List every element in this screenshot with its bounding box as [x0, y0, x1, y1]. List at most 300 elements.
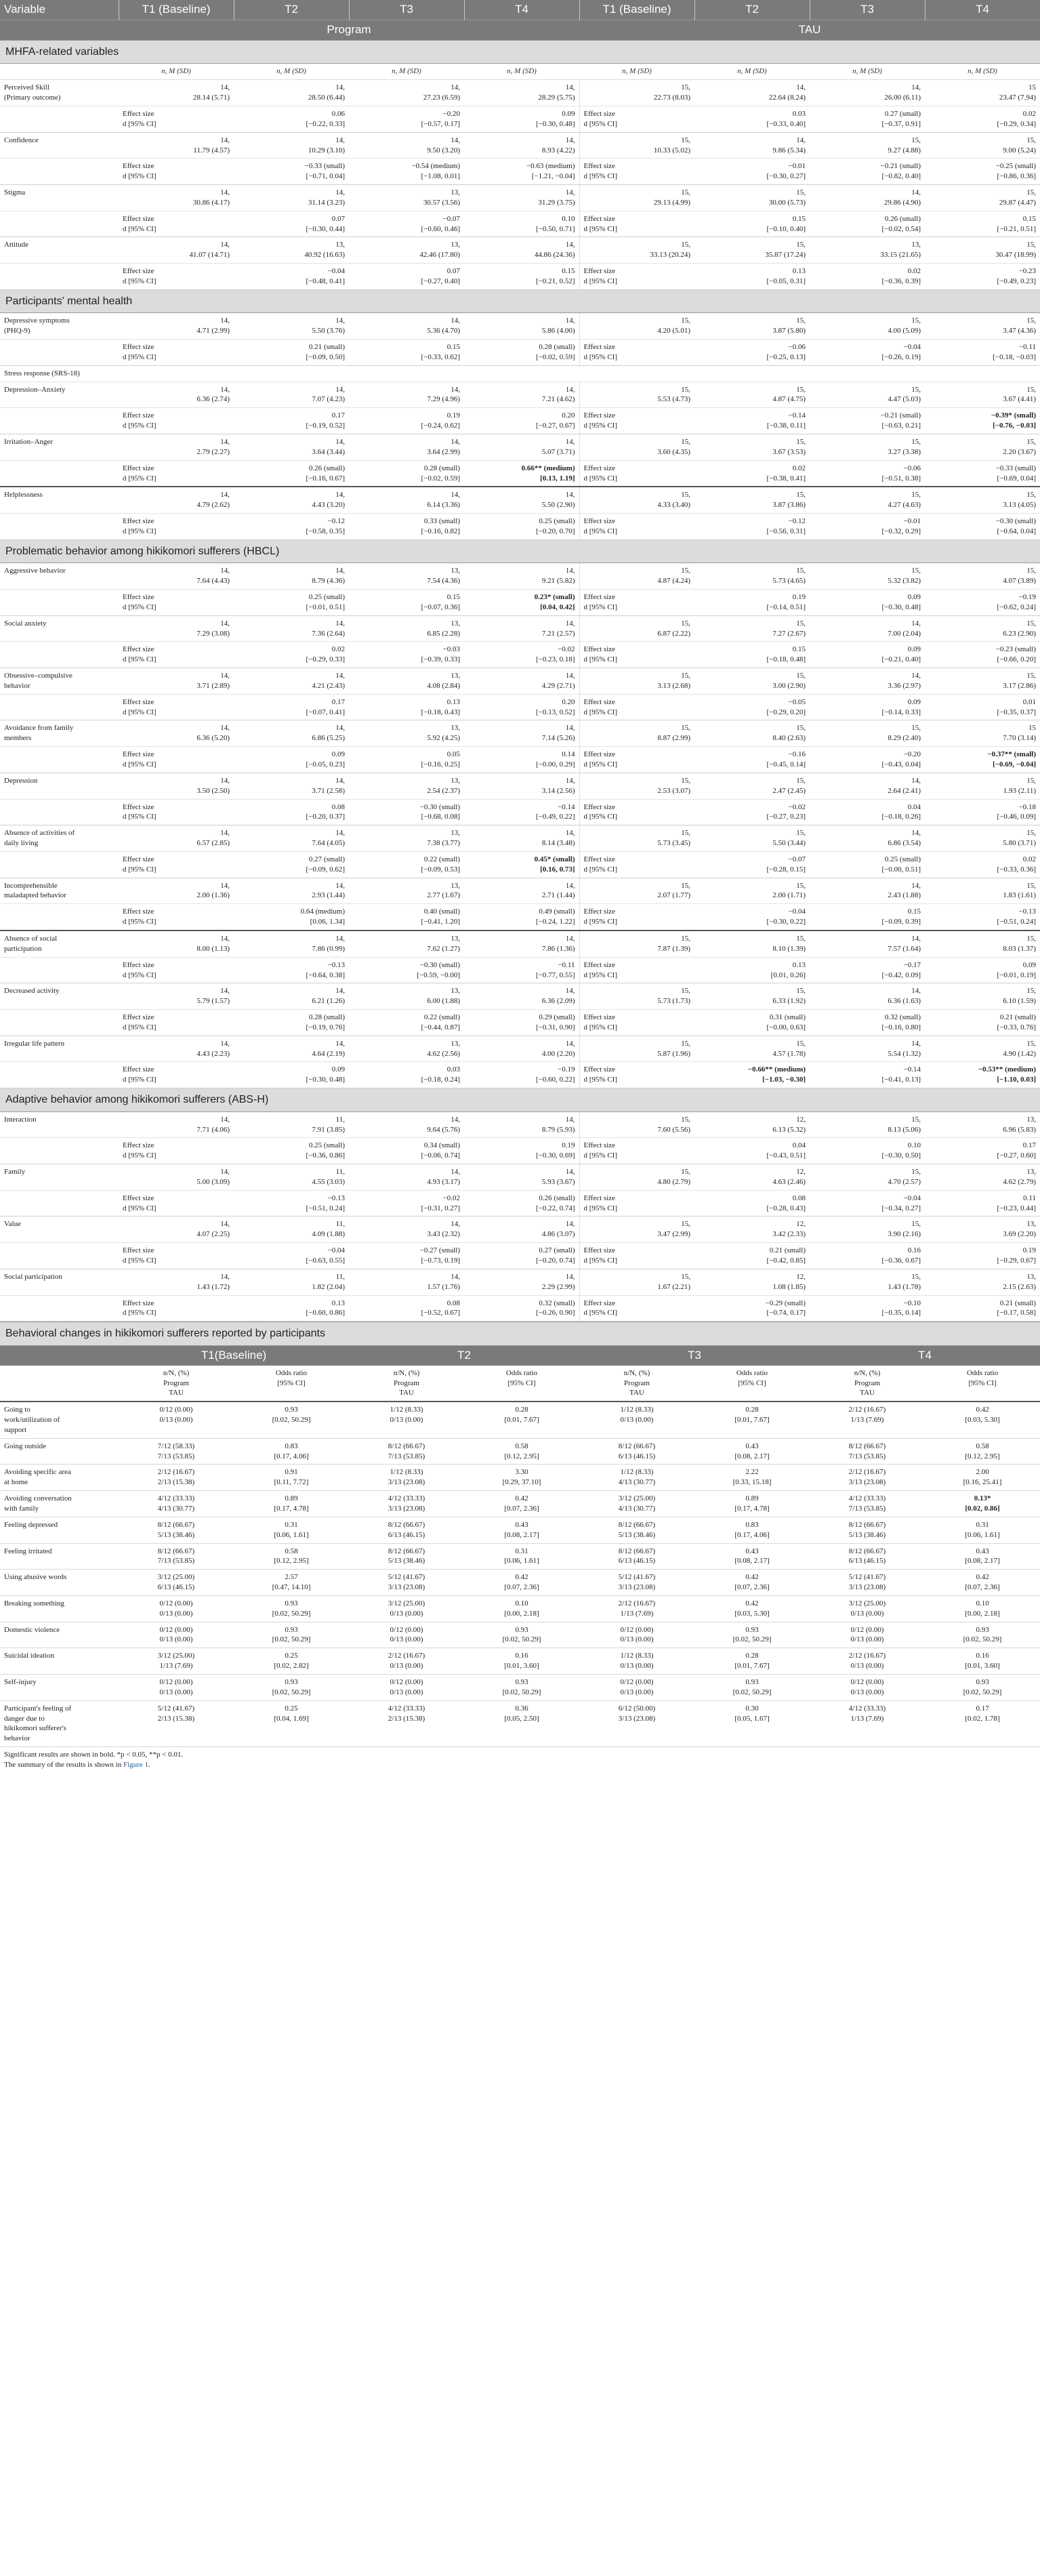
effect-size-cell: [349, 957, 464, 983]
effect-size-value: −0.19: [1018, 593, 1036, 602]
variable-label: [0, 1164, 119, 1191]
mean-sd-value: 7.91 (3.85): [312, 1125, 345, 1134]
n-value: 12,: [796, 1220, 806, 1229]
effect-size-label: Effect size: [583, 855, 616, 863]
section-header: [0, 539, 1040, 563]
effect-size-value: 0.14: [562, 750, 575, 759]
behavior-row: [0, 1648, 1040, 1675]
mean-sd-value: 42.46 (17.80): [419, 251, 460, 260]
tau-proportion: 6/13 (46.15): [157, 1583, 195, 1592]
proportion-cell: [810, 1570, 925, 1596]
effect-size-value: 0.19: [1022, 1246, 1036, 1255]
behavior-label: [0, 1674, 119, 1700]
proportion-cell: [349, 1517, 464, 1543]
mean-sd-value: 8.40 (2.63): [772, 734, 806, 743]
confidence-interval: [0.02, 50.29]: [272, 1688, 311, 1696]
effect-size-cell: [579, 851, 694, 878]
n-value: 15,: [681, 934, 690, 943]
n-value: 14,: [220, 136, 230, 144]
effect-size-cell: [579, 694, 694, 720]
value-cell: [579, 1111, 694, 1138]
value-cell: [349, 720, 464, 747]
value-cell: [810, 185, 925, 211]
value-cell: [234, 1269, 349, 1295]
confidence-interval: [−0.41, 0.13]: [881, 1076, 921, 1084]
value-cell: [925, 237, 1040, 264]
value-cell: [810, 878, 925, 904]
program-proportion: 0/12 (0.00): [620, 1677, 654, 1686]
section-header: [0, 1322, 1040, 1346]
effect-size-cell: [925, 590, 1040, 616]
confidence-interval: [−0.05, 0.23]: [306, 760, 345, 769]
effect-size-cell: [349, 340, 464, 366]
mean-sd-value: 11.79 (4.57): [193, 146, 230, 155]
odds-ratio-value: 2.00: [976, 1468, 989, 1477]
value-cell: [925, 983, 1040, 1010]
odds-ratio-value: 0.30: [745, 1704, 759, 1713]
mean-sd-value: 4.43 (3.20): [312, 501, 345, 510]
variable-row: [0, 434, 1040, 461]
behavior-label-line: Avoiding conversation: [4, 1494, 72, 1503]
effect-size-cell: [694, 642, 810, 668]
n-value: 15,: [1026, 672, 1036, 680]
value-cell: [694, 1164, 810, 1191]
mean-sd-value: 5.86 (4.00): [541, 327, 575, 335]
confidence-interval: [−0.48, 0.41]: [306, 277, 345, 285]
tau-proportion: 6/13 (46.15): [848, 1557, 886, 1566]
mean-sd-value: 3.64 (2.99): [427, 447, 460, 456]
effect-size-value: 0.07: [446, 267, 460, 276]
confidence-interval: [0.17, 4.78]: [274, 1505, 309, 1513]
variable-label: [0, 878, 119, 904]
odds-ratio-cell: [234, 1674, 349, 1700]
effect-size-cell: [349, 694, 464, 720]
effect-size-cell: [119, 957, 234, 983]
n-value: 15,: [1026, 934, 1036, 943]
effect-size-cell: [925, 1062, 1040, 1088]
odds-ratio-value: 0.93: [285, 1625, 298, 1634]
behavior-label: [0, 1700, 119, 1746]
subgroup-label: Stress response (SRS-18): [0, 365, 1040, 382]
n-value: 15,: [681, 316, 690, 325]
proportion-header-line: Program: [394, 1378, 419, 1387]
mean-sd-value: 1.83 (1.61): [1003, 891, 1036, 900]
effect-size-cell: [119, 159, 234, 185]
effect-size-cell: [694, 106, 810, 133]
effect-size-cell: [579, 1295, 694, 1322]
value-cell: [579, 931, 694, 957]
mean-sd-value: 7.00 (2.04): [888, 629, 921, 638]
effect-size-cell: [234, 408, 349, 434]
behavior-label-line: Going to: [4, 1406, 30, 1414]
mean-sd-value: 9.00 (5.24): [1003, 146, 1036, 155]
confidence-interval: [0.03, 5.30]: [734, 1609, 770, 1618]
confidence-interval: [0.08, 2.17]: [504, 1530, 539, 1539]
value-cell: [810, 720, 925, 747]
odds-ratio-cell: [694, 1543, 810, 1570]
odds-ratio-header-line: Odds ratio: [505, 1368, 538, 1377]
odds-ratio-cell: [925, 1438, 1040, 1465]
proportion-cell: [349, 1622, 464, 1648]
n-value: 15,: [681, 188, 690, 197]
effect-size-label: Effect size: [583, 960, 616, 969]
mean-sd-value: 4.57 (1.78): [772, 1049, 806, 1058]
tau-proportion: 0/13 (0.00): [390, 1688, 423, 1696]
mean-sd-value: 4.33 (3.40): [657, 501, 690, 510]
variable-label-line: Absence of social: [4, 934, 58, 943]
value-cell: [234, 237, 349, 264]
confidence-interval: [0.01, 7.67]: [734, 1416, 770, 1425]
proportion-header-line: Program: [854, 1378, 880, 1387]
confidence-interval: [−0.33, 0.36]: [997, 865, 1036, 874]
odds-ratio-cell: [925, 1402, 1040, 1438]
n-value: 14,: [796, 136, 806, 144]
proportion-header-line: TAU: [169, 1389, 184, 1397]
behavior-body: [0, 1322, 1040, 1747]
confidence-interval: [−0.02, 0.59]: [535, 352, 575, 361]
value-cell: [810, 615, 925, 642]
figure-link[interactable]: Figure 1: [123, 1761, 148, 1770]
mean-sd-value: 1.82 (2.04): [312, 1282, 345, 1291]
effect-size-cell: [579, 957, 694, 983]
confidence-interval: [0.02, 50.29]: [272, 1609, 311, 1618]
confidence-interval: [0.01, 7.67]: [734, 1662, 770, 1671]
variable-label: [0, 132, 119, 159]
effect-size-value: 0.02: [1022, 110, 1036, 118]
proportion-cell: [810, 1674, 925, 1700]
effect-size-value: 0.31 (small): [769, 1013, 806, 1022]
effect-size-cell: [234, 799, 349, 825]
confidence-interval: [0.11, 7.72]: [274, 1478, 309, 1487]
confidence-interval: [−0.09, 0.62]: [306, 865, 345, 874]
mean-sd-value: 6.36 (2.09): [541, 997, 575, 1006]
program-proportion: 8/12 (66.67): [618, 1520, 656, 1529]
variable-row: [0, 382, 1040, 408]
mean-sd-value: 2.29 (2.99): [541, 1282, 575, 1291]
proportion-cell: [810, 1517, 925, 1543]
effect-size-label: Effect size: [583, 1013, 616, 1022]
confidence-interval: [−0.77, 0.55]: [535, 970, 575, 979]
mean-sd-value: 3.69 (2.20): [1003, 1230, 1036, 1239]
effect-size-cell: [810, 1062, 925, 1088]
mean-sd-value: 7.71 (4.06): [196, 1125, 230, 1134]
proportion-header: [349, 1366, 464, 1402]
behavior-subheader: [0, 1366, 1040, 1402]
mean-sd-value: 1.93 (2.11): [1003, 786, 1036, 795]
effect-size-sublabel: d [95% CI]: [123, 602, 157, 611]
effect-size-value: 0.02: [792, 464, 806, 472]
tau-proportion: 0/13 (0.00): [850, 1635, 884, 1644]
program-proportion: 1/12 (8.33): [390, 1468, 423, 1477]
odds-ratio-cell: [925, 1700, 1040, 1746]
effect-size-cell: [810, 1243, 925, 1269]
footnote-summary-end: .: [148, 1761, 150, 1770]
n-value: 14,: [565, 934, 575, 943]
effect-size-value: 0.11: [1023, 1193, 1036, 1202]
confidence-interval: [−0.69, 0.04]: [997, 474, 1036, 483]
n-value: 15,: [681, 491, 690, 499]
effect-size-cell: [579, 799, 694, 825]
confidence-interval: [−0.43, 0.04]: [881, 760, 921, 769]
mean-sd-value: 2.93 (1.44): [312, 891, 345, 900]
proportion-cell: [579, 1570, 694, 1596]
effect-size-cell: [234, 1062, 349, 1088]
effect-size-cell: [119, 1243, 234, 1269]
confidence-interval: [−0.07, 0.41]: [306, 708, 345, 716]
odds-ratio-cell: [925, 1622, 1040, 1648]
proportion-header-line: n/N, (%): [163, 1368, 190, 1377]
effect-size-cell: [694, 159, 810, 185]
program-proportion: 3/12 (25.00): [618, 1494, 656, 1503]
value-cell: [694, 563, 810, 590]
effect-size-sublabel: d [95% CI]: [583, 1204, 617, 1212]
effect-size-value: −0.17: [903, 960, 921, 969]
variable-row: [0, 983, 1040, 1010]
effect-size-value: 0.13: [792, 267, 806, 276]
effect-size-label: Effect size: [583, 267, 616, 276]
confidence-interval: [−0.63, 0.55]: [306, 1256, 345, 1265]
proportion-cell: [579, 1465, 694, 1491]
mean-sd-value: 5.00 (3.09): [196, 1177, 230, 1186]
n-value: 14,: [565, 1220, 575, 1229]
value-cell: [694, 80, 810, 106]
effect-size-value: −0.37** (small): [987, 750, 1036, 759]
odds-ratio-value: 0.16: [515, 1652, 528, 1660]
mean-sd-value: 28.14 (5.71): [192, 94, 230, 102]
confidence-interval: [−0.01, 0.51]: [306, 602, 345, 611]
confidence-interval: [0.02, 50.29]: [732, 1688, 772, 1696]
odds-ratio-header-line: Odds ratio: [275, 1368, 308, 1377]
variable-row: [0, 668, 1040, 695]
effect-size-sublabel: d [95% CI]: [583, 474, 617, 483]
confidence-interval: [−0.33, 0.40]: [766, 119, 806, 128]
effect-size-cell: [119, 340, 234, 366]
value-cell: [925, 668, 1040, 695]
n-value: 14,: [220, 385, 230, 394]
confidence-interval: [0.01, 7.67]: [504, 1416, 539, 1425]
mean-sd-value: 6.36 (1.63): [888, 997, 921, 1006]
mean-sd-value: 4.07 (2.25): [196, 1230, 230, 1239]
subheader-cell: n, M (SD): [925, 64, 1040, 80]
effect-size-sublabel: d [95% CI]: [583, 865, 617, 874]
n-value: 15,: [1026, 619, 1036, 628]
behavior-row: [0, 1674, 1040, 1700]
n-value: 14,: [796, 83, 806, 92]
mean-sd-value: 6.85 (2.28): [427, 629, 460, 638]
confidence-interval: [0.13, 1.19]: [540, 474, 575, 483]
value-cell: [579, 773, 694, 799]
value-cell: [234, 773, 349, 799]
value-cell: [694, 773, 810, 799]
effect-size-cell: [234, 590, 349, 616]
n-value: 15,: [796, 829, 806, 838]
confidence-interval: [−0.31, 0.90]: [535, 1023, 575, 1031]
behavior-row: [0, 1517, 1040, 1543]
effect-size-cell: [349, 408, 464, 434]
effect-size-sublabel: d [95% CI]: [123, 1076, 157, 1084]
program-proportion: 2/12 (16.67): [848, 1468, 886, 1477]
n-value: 14,: [220, 934, 230, 943]
confidence-interval: [−0.36, 0.86]: [306, 1151, 345, 1160]
effect-size-cell: [810, 904, 925, 931]
odds-ratio-value: 0.28: [515, 1406, 528, 1414]
program-proportion: 4/12 (33.33): [848, 1494, 886, 1503]
effect-size-label: Effect size: [583, 110, 616, 118]
effect-size-cell: [464, 1138, 579, 1164]
section-title: Problematic behavior among hikikomori sufferers (HBCL): [0, 539, 1040, 563]
value-cell: [119, 382, 234, 408]
proportion-cell: [119, 1465, 234, 1491]
effect-size-value: 0.17: [1022, 1141, 1036, 1150]
confidence-interval: [−0.33, 0.62]: [421, 352, 460, 361]
effect-size-label: Effect size: [123, 697, 154, 706]
effect-size-cell: [579, 159, 694, 185]
confidence-interval: [0.02, 50.29]: [272, 1416, 311, 1425]
confidence-interval: [0.12, 2.95]: [965, 1452, 1000, 1460]
behavior-row: [0, 1622, 1040, 1648]
behavior-label-line: Participant's feeling of: [4, 1704, 72, 1713]
value-cell: [119, 668, 234, 695]
n-value: 13,: [451, 829, 460, 838]
mean-sd-value: 5.36 (4.70): [427, 327, 460, 335]
mean-sd-value: 7.87 (1.39): [657, 944, 690, 953]
proportion-cell: [810, 1622, 925, 1648]
variable-label: [0, 563, 119, 590]
confidence-interval: [0.16, 0.73]: [540, 865, 575, 874]
n-value: 15,: [681, 136, 690, 144]
value-cell: [694, 983, 810, 1010]
odds-ratio-header-line: [95% CI]: [507, 1378, 536, 1387]
n-value: 14,: [911, 83, 921, 92]
timepoint-header: T1 (Baseline): [119, 0, 234, 20]
confidence-interval: [−0.00, 0.63]: [766, 1023, 806, 1031]
value-cell: [579, 132, 694, 159]
confidence-interval: [−0.74, 0.17]: [766, 1309, 806, 1317]
value-cell: [234, 80, 349, 106]
mean-sd-value: 5.54 (1.32): [888, 1049, 921, 1058]
proportion-cell: [349, 1648, 464, 1675]
proportion-cell: [579, 1543, 694, 1570]
effect-size-value: −0.04: [327, 1246, 345, 1255]
odds-ratio-value: 0.89: [745, 1494, 759, 1503]
n-value: 15,: [911, 316, 921, 325]
effect-size-value: 0.29 (small): [539, 1013, 575, 1022]
variable-label: [0, 80, 119, 106]
value-cell: [464, 185, 579, 211]
value-cell: [464, 1217, 579, 1243]
odds-ratio-value: 0.42: [976, 1573, 989, 1582]
odds-ratio-cell: [464, 1648, 579, 1675]
effect-size-cell: [234, 747, 349, 773]
value-cell: [234, 1164, 349, 1191]
n-value: 14,: [220, 438, 230, 446]
effect-size-value: 0.09: [907, 697, 921, 706]
mean-sd-value: 28.29 (5.75): [538, 94, 575, 102]
tau-proportion: 4/13 (30.77): [618, 1505, 656, 1513]
n-value: 14,: [335, 1039, 345, 1048]
behavior-label-line: Using abusive words: [4, 1573, 67, 1582]
mean-sd-value: 8.13 (5.06): [888, 1125, 921, 1134]
effect-size-cell: [234, 694, 349, 720]
value-cell: [234, 825, 349, 852]
effect-size-cell: [234, 1243, 349, 1269]
mean-sd-value: 4.63 (2.46): [772, 1177, 806, 1186]
value-cell: [119, 487, 234, 513]
effect-size-cell: [464, 514, 579, 540]
proportion-header-line: n/N, (%): [623, 1368, 650, 1377]
n-value: 12,: [796, 1272, 806, 1281]
n-value: 13,: [451, 724, 460, 733]
effect-size-value: −0.14: [903, 1065, 921, 1074]
confidence-interval: [0.02, 0.86]: [965, 1505, 1000, 1513]
value-cell: [925, 313, 1040, 340]
effect-size-cell: [925, 211, 1040, 237]
variable-row: [0, 1164, 1040, 1191]
tau-proportion: 3/13 (23.08): [618, 1583, 656, 1592]
n-value: 14,: [335, 83, 345, 92]
n-value: 14,: [911, 987, 921, 996]
effect-size-cell: [810, 340, 925, 366]
effect-size-cell: [925, 1295, 1040, 1322]
confidence-interval: [−0.64, 0.38]: [306, 970, 345, 979]
effect-size-value: 0.08: [446, 1299, 460, 1307]
program-proportion: 8/12 (66.67): [848, 1442, 886, 1450]
tau-proportion: 5/13 (38.46): [848, 1530, 886, 1539]
proportion-header-line: Program: [624, 1378, 650, 1387]
value-cell: [234, 563, 349, 590]
value-cell: [234, 1217, 349, 1243]
effect-size-value: −0.23 (small): [995, 645, 1036, 654]
effect-size-cell: [464, 1062, 579, 1088]
odds-ratio-value: 0.42: [745, 1573, 759, 1582]
effect-size-value: −0.16: [788, 750, 806, 759]
value-cell: [925, 185, 1040, 211]
effect-size-value: −0.07: [442, 214, 460, 223]
value-cell: [579, 1269, 694, 1295]
confidence-interval: [0.17, 4.78]: [734, 1505, 770, 1513]
mean-sd-value: 4.47 (5.03): [888, 395, 921, 404]
variable-label-line: Confidence: [4, 136, 39, 144]
effect-size-cell: [925, 408, 1040, 434]
odds-ratio-header-line: Odds ratio: [736, 1368, 768, 1377]
effect-size-cell: [810, 590, 925, 616]
proportion-cell: [119, 1402, 234, 1438]
effect-size-value: 0.21 (small): [999, 1013, 1036, 1022]
subheader-cell: n, M (SD): [349, 64, 464, 80]
tau-proportion: 0/13 (0.00): [620, 1635, 654, 1644]
effect-size-cell: [810, 264, 925, 290]
effect-size-cell: [119, 1190, 234, 1217]
mean-sd-value: 4.93 (3.17): [427, 1177, 460, 1186]
confidence-interval: [−0.60, 0.22]: [535, 1076, 575, 1084]
effect-size-cell: [579, 642, 694, 668]
effect-size-value: −0.01: [788, 162, 806, 171]
effect-size-cell: [349, 642, 464, 668]
mean-sd-value: 7.86 (1.36): [541, 944, 575, 953]
proportion-header-line: n/N, (%): [393, 1368, 420, 1377]
odds-ratio-cell: [925, 1570, 1040, 1596]
effect-size-label: Effect size: [583, 214, 616, 223]
n-value: 14,: [220, 619, 230, 628]
effect-size-value: −0.04: [903, 343, 921, 352]
confidence-interval: [0.02, 50.29]: [502, 1635, 541, 1644]
n-value: 13,: [451, 567, 460, 575]
odds-ratio-cell: [925, 1648, 1040, 1675]
variable-label: [0, 1217, 119, 1243]
program-proportion: 8/12 (66.67): [848, 1520, 886, 1529]
proportion-cell: [810, 1438, 925, 1465]
odds-ratio-cell: [234, 1402, 349, 1438]
